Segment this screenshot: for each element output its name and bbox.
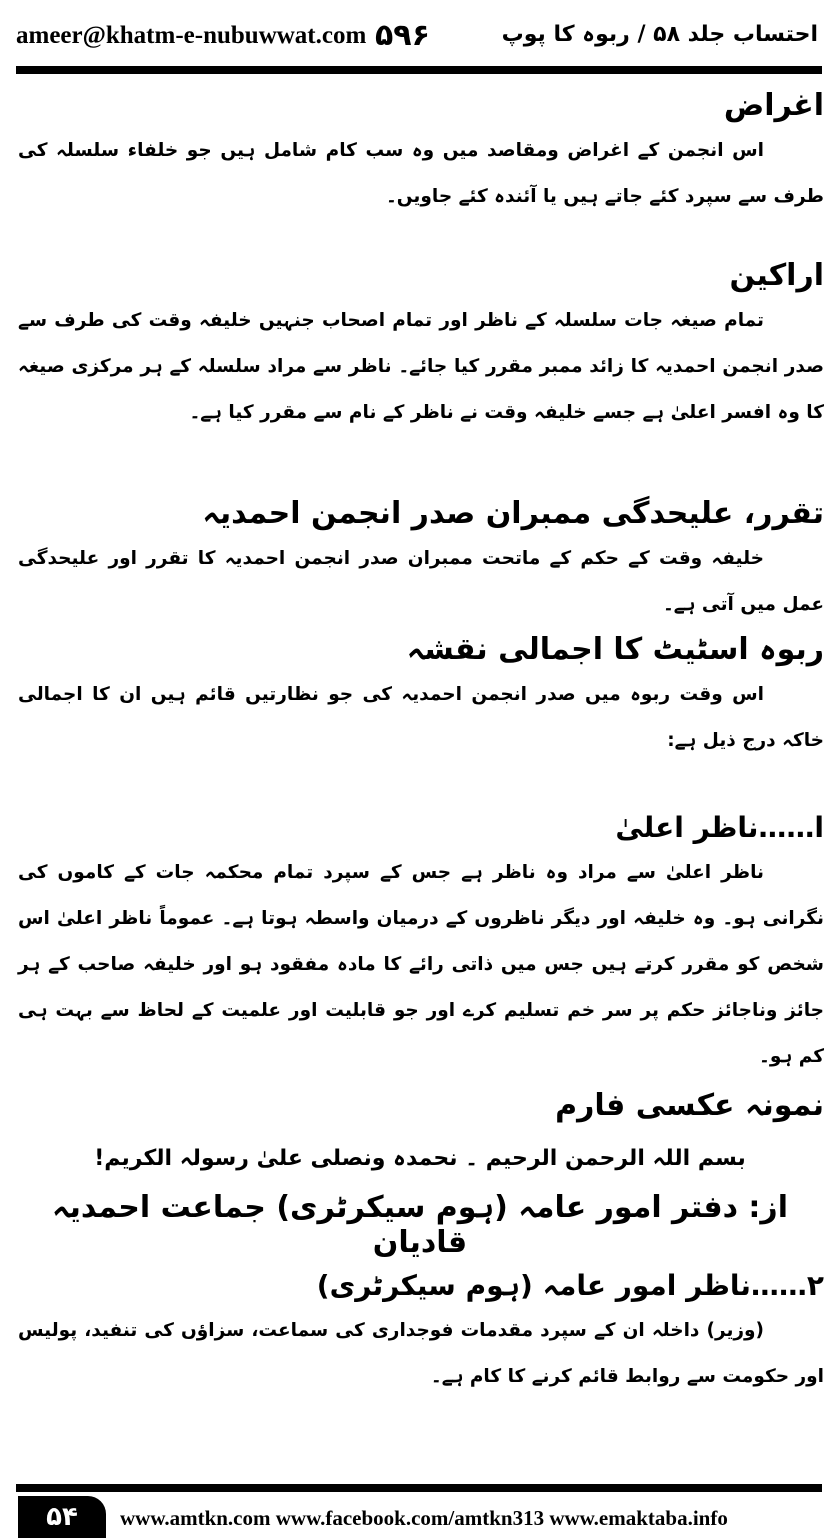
section-namoona	[18, 1084, 824, 1128]
page-header	[0, 0, 840, 64]
section-taqarrur	[18, 492, 824, 628]
heading-taqarrur: تقرر، علیحدگی ممبران صدر انجمن احمدیہ	[202, 496, 824, 531]
footer-links: www.amtkn.com www.facebook.com/amtkn313 www.emaktaba.info	[120, 1506, 728, 1530]
section-nazir-umoor	[18, 1264, 824, 1400]
header-rule	[16, 66, 822, 74]
heading-namoona: نمونہ عکسی فارم	[555, 1088, 824, 1123]
section-aghraz	[18, 84, 824, 220]
header-email: ameer@khatm-e-nubuwwat.com	[16, 22, 367, 49]
heading-aghraz: اغراض	[723, 88, 824, 123]
page-number: ۵۹۶	[375, 18, 430, 53]
section-nazir-aala	[18, 806, 824, 1080]
heading-rabwah-estate: ربوہ اسٹیٹ کا اجمالی نقشہ	[406, 632, 824, 667]
form-from-line: از: دفتر امور عامہ (ہوم سیکرٹری) جماعت احمدیہ قادیان	[52, 1190, 788, 1260]
paragraph-taqarrur: خلیفہ وقت کے حکم کے ماتحت ممبران صدر انجمن احمدیہ کا تقرر اور علیحدگی عمل میں آتی ہے۔	[18, 548, 824, 615]
paragraph-arakeen: تمام صیغہ جات سلسلہ کے ناظر اور تمام اصحاب جنہیں خلیفہ وقت کی طرف سے صدر انجمن احمدیہ کا زائد ممبر مقرر کیا جائے۔ ناظر سے مراد سلسلہ کے ہر مرکزی صیغہ کا وہ افسر اعلیٰ ہے جسے خلیفہ وقت نے ناظر کے نام سے مقرر کیا ہے۔	[18, 310, 824, 423]
paragraph-aghraz: اس انجمن کے اغراض ومقاصد میں وہ سب کام شامل ہیں جو خلفاء سلسلہ کی طرف سے سپرد کئے جاتے ہیں یا آئندہ کئے جاویں۔	[18, 140, 824, 207]
heading-nazir-aala: ا……ناظر اعلیٰ	[615, 811, 824, 844]
form-bismillah: بسم اللہ الرحمن الرحیم ۔ نحمدہ ونصلی علیٰ رسولہ الکریم!	[94, 1146, 746, 1171]
paragraph-nazir-aala: ناظر اعلیٰ سے مراد وہ ناظر ہے جس کے سپرد تمام محکمہ جات کے کاموں کی نگرانی ہو۔ وہ خلیفہ اور دیگر ناظروں کے درمیان واسطہ ہوتا ہے۔ عموماً ناظر اعلیٰ اس شخص کو مقرر کرتے ہیں جس میں ذاتی رائے کا مادہ مفقود ہو اور خلیفہ صاحب کے ہر جائز وناجائز حکم پر سر خم تسلیم کرے اور جو قابلیت اور علمیت کے لحاظ سے بہت ہی کم ہو۔	[18, 862, 824, 1067]
section-rabwah-estate	[18, 628, 824, 764]
paragraph-rabwah-estate: اس وقت ربوہ میں صدر انجمن احمدیہ کی جو نظارتیں قائم ہیں ان کا اجمالی خاکہ درج ذیل ہے:	[18, 684, 824, 751]
heading-nazir-umoor: ۲……ناظر امور عامہ (ہوم سیکرٹری)	[316, 1269, 824, 1302]
paragraph-nazir-umoor: (وزیر) داخلہ ان کے سپرد مقدمات فوجداری کی سماعت، سزاؤں کی تنفید، پولیس اور حکومت سے روابط قائم کرنے کا کام ہے۔	[18, 1320, 824, 1387]
heading-arakeen: اراکین	[729, 258, 824, 293]
running-title: احتساب جلد ۵۸ / ربوہ کا پوپ	[501, 22, 818, 47]
section-arakeen	[18, 254, 824, 436]
footer-page-badge: ۵۴	[18, 1496, 106, 1538]
footer-rule	[16, 1484, 822, 1492]
